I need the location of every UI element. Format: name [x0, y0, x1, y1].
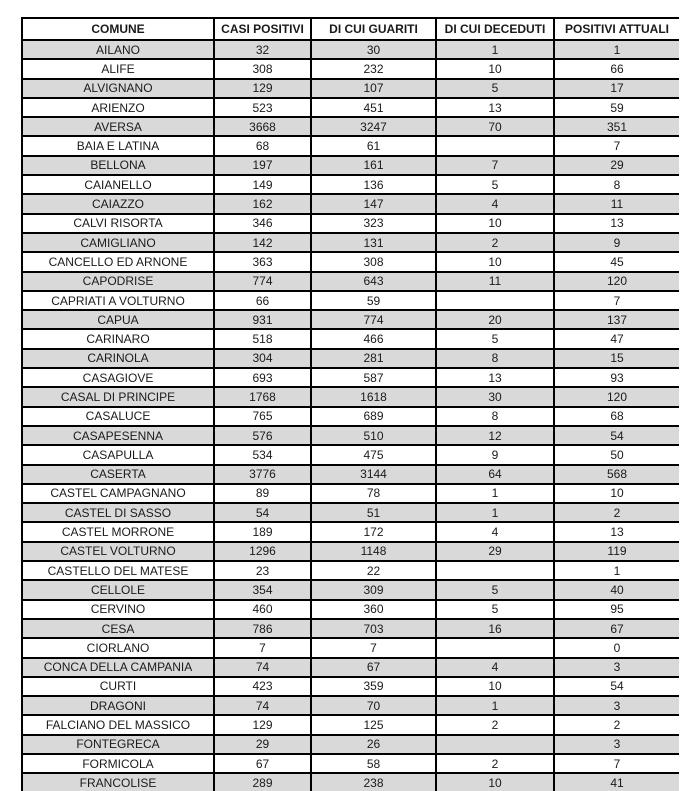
cell-comune: FONTEGRECA [22, 735, 214, 754]
cell-casi-positivi: 774 [214, 272, 311, 291]
cell-casi-positivi: 129 [214, 79, 311, 98]
cell-comune: AVERSA [22, 117, 214, 136]
table-row [22, 696, 679, 715]
cell-casi-positivi: 3776 [214, 465, 311, 484]
cell-casi-positivi: 786 [214, 619, 311, 638]
cell-di-cui-guariti: 1618 [311, 387, 436, 406]
cell-casi-positivi: 7 [214, 638, 311, 657]
table-row [22, 214, 679, 233]
cell-casi-positivi: 89 [214, 484, 311, 503]
cell-casi-positivi: 460 [214, 600, 311, 619]
cell-di-cui-deceduti: 5 [436, 580, 554, 599]
cell-di-cui-guariti: 309 [311, 580, 436, 599]
cell-di-cui-deceduti: 12 [436, 426, 554, 445]
cell-casi-positivi: 162 [214, 194, 311, 213]
cell-di-cui-deceduti [436, 136, 554, 155]
cell-comune: CAPUA [22, 310, 214, 329]
cell-di-cui-guariti: 587 [311, 368, 436, 387]
table-row [22, 156, 679, 175]
table-row [22, 522, 679, 541]
cell-positivi-attuali: 120 [554, 272, 679, 291]
cell-comune: CASALUCE [22, 407, 214, 426]
cell-positivi-attuali: 40 [554, 580, 679, 599]
table-row [22, 677, 679, 696]
cell-comune: CASTELLO DEL MATESE [22, 561, 214, 580]
cell-comune: CERVINO [22, 600, 214, 619]
cell-di-cui-deceduti: 5 [436, 600, 554, 619]
cell-positivi-attuali: 137 [554, 310, 679, 329]
cell-comune: CALVI RISORTA [22, 214, 214, 233]
table-row [22, 117, 679, 136]
table-row [22, 252, 679, 271]
cell-di-cui-deceduti: 1 [436, 503, 554, 522]
cell-positivi-attuali: 1 [554, 40, 679, 59]
cell-positivi-attuali: 29 [554, 156, 679, 175]
cell-positivi-attuali: 93 [554, 368, 679, 387]
cell-casi-positivi: 74 [214, 696, 311, 715]
cell-di-cui-deceduti: 70 [436, 117, 554, 136]
cell-casi-positivi: 1296 [214, 542, 311, 561]
cell-di-cui-deceduti: 10 [436, 252, 554, 271]
table-row [22, 349, 679, 368]
cell-casi-positivi: 32 [214, 40, 311, 59]
table-row [22, 426, 679, 445]
cell-di-cui-guariti: 510 [311, 426, 436, 445]
cell-di-cui-guariti: 475 [311, 445, 436, 464]
cell-casi-positivi: 54 [214, 503, 311, 522]
table-row [22, 542, 679, 561]
cell-positivi-attuali: 7 [554, 754, 679, 773]
cell-di-cui-guariti: 238 [311, 773, 436, 791]
cell-casi-positivi: 1768 [214, 387, 311, 406]
cell-di-cui-guariti: 136 [311, 175, 436, 194]
table-row [22, 291, 679, 310]
header-row [22, 18, 679, 40]
cell-comune: CAPODRISE [22, 272, 214, 291]
table-row [22, 368, 679, 387]
cell-casi-positivi: 765 [214, 407, 311, 426]
cell-positivi-attuali: 67 [554, 619, 679, 638]
table-row [22, 484, 679, 503]
cell-di-cui-guariti: 22 [311, 561, 436, 580]
cell-casi-positivi: 576 [214, 426, 311, 445]
cell-comune: ARIENZO [22, 98, 214, 117]
cell-comune: FRANCOLISE [22, 773, 214, 791]
table-row [22, 773, 679, 791]
cell-di-cui-deceduti: 5 [436, 79, 554, 98]
cell-di-cui-deceduti: 13 [436, 98, 554, 117]
cell-comune: CAIAZZO [22, 194, 214, 213]
cell-di-cui-guariti: 451 [311, 98, 436, 117]
cell-comune: CELLOLE [22, 580, 214, 599]
cell-casi-positivi: 149 [214, 175, 311, 194]
cell-comune: CASTEL MORRONE [22, 522, 214, 541]
cell-di-cui-deceduti: 1 [436, 40, 554, 59]
cell-casi-positivi: 23 [214, 561, 311, 580]
cell-casi-positivi: 67 [214, 754, 311, 773]
cell-comune: CASTEL DI SASSO [22, 503, 214, 522]
cell-comune: CURTI [22, 677, 214, 696]
cell-comune: CONCA DELLA CAMPANIA [22, 658, 214, 677]
table-row [22, 503, 679, 522]
cell-casi-positivi: 289 [214, 773, 311, 791]
covid-comuni-table-container [21, 17, 679, 791]
cell-casi-positivi: 304 [214, 349, 311, 368]
table-row [22, 445, 679, 464]
table-row [22, 561, 679, 580]
cell-casi-positivi: 363 [214, 252, 311, 271]
cell-di-cui-deceduti: 2 [436, 715, 554, 734]
cell-di-cui-guariti: 281 [311, 349, 436, 368]
cell-di-cui-deceduti: 10 [436, 59, 554, 78]
table-row [22, 40, 679, 59]
cell-positivi-attuali: 15 [554, 349, 679, 368]
cell-di-cui-guariti: 59 [311, 291, 436, 310]
cell-di-cui-deceduti: 10 [436, 773, 554, 791]
cell-di-cui-guariti: 689 [311, 407, 436, 426]
cell-casi-positivi: 518 [214, 329, 311, 348]
cell-di-cui-deceduti: 2 [436, 754, 554, 773]
cell-di-cui-guariti: 58 [311, 754, 436, 773]
cell-positivi-attuali: 2 [554, 503, 679, 522]
cell-casi-positivi: 354 [214, 580, 311, 599]
cell-comune: CAPRIATI A VOLTURNO [22, 291, 214, 310]
table-row [22, 754, 679, 773]
cell-di-cui-deceduti: 4 [436, 658, 554, 677]
cell-comune: CAIANELLO [22, 175, 214, 194]
table-row [22, 465, 679, 484]
cell-comune: FALCIANO DEL MASSICO [22, 715, 214, 734]
column-header-di-cui-deceduti: DI CUI DECEDUTI [436, 18, 554, 40]
cell-positivi-attuali: 13 [554, 522, 679, 541]
cell-di-cui-guariti: 3144 [311, 465, 436, 484]
cell-di-cui-deceduti: 16 [436, 619, 554, 638]
cell-di-cui-guariti: 51 [311, 503, 436, 522]
table-row [22, 272, 679, 291]
cell-casi-positivi: 74 [214, 658, 311, 677]
cell-comune: CASAPESENNA [22, 426, 214, 445]
cell-comune: CARINARO [22, 329, 214, 348]
cell-comune: ALIFE [22, 59, 214, 78]
cell-di-cui-guariti: 26 [311, 735, 436, 754]
cell-di-cui-guariti: 774 [311, 310, 436, 329]
table-row [22, 59, 679, 78]
cell-casi-positivi: 197 [214, 156, 311, 175]
cell-di-cui-deceduti: 30 [436, 387, 554, 406]
cell-di-cui-deceduti: 64 [436, 465, 554, 484]
cell-di-cui-deceduti: 4 [436, 522, 554, 541]
cell-positivi-attuali: 11 [554, 194, 679, 213]
cell-positivi-attuali: 45 [554, 252, 679, 271]
cell-comune: DRAGONI [22, 696, 214, 715]
table-row [22, 175, 679, 194]
cell-positivi-attuali: 13 [554, 214, 679, 233]
column-header-comune: COMUNE [22, 18, 214, 40]
table-body [22, 40, 679, 791]
cell-di-cui-guariti: 7 [311, 638, 436, 657]
cell-positivi-attuali: 120 [554, 387, 679, 406]
cell-di-cui-guariti: 67 [311, 658, 436, 677]
cell-di-cui-deceduti: 10 [436, 214, 554, 233]
cell-di-cui-guariti: 161 [311, 156, 436, 175]
table-row [22, 735, 679, 754]
cell-positivi-attuali: 3 [554, 696, 679, 715]
table-row [22, 233, 679, 252]
cell-di-cui-guariti: 643 [311, 272, 436, 291]
table-row [22, 387, 679, 406]
cell-positivi-attuali: 3 [554, 658, 679, 677]
cell-positivi-attuali: 568 [554, 465, 679, 484]
cell-positivi-attuali: 7 [554, 136, 679, 155]
cell-di-cui-guariti: 1148 [311, 542, 436, 561]
cell-comune: CASAGIOVE [22, 368, 214, 387]
cell-positivi-attuali: 54 [554, 677, 679, 696]
cell-positivi-attuali: 119 [554, 542, 679, 561]
cell-positivi-attuali: 95 [554, 600, 679, 619]
cell-comune: CANCELLO ED ARNONE [22, 252, 214, 271]
cell-di-cui-deceduti: 5 [436, 175, 554, 194]
cell-positivi-attuali: 0 [554, 638, 679, 657]
cell-comune: CASERTA [22, 465, 214, 484]
table-row [22, 715, 679, 734]
cell-comune: AILANO [22, 40, 214, 59]
cell-di-cui-deceduti: 11 [436, 272, 554, 291]
cell-positivi-attuali: 68 [554, 407, 679, 426]
cell-positivi-attuali: 54 [554, 426, 679, 445]
cell-comune: CESA [22, 619, 214, 638]
column-header-positivi-attuali: POSITIVI ATTUALI [554, 18, 679, 40]
cell-di-cui-deceduti: 13 [436, 368, 554, 387]
cell-di-cui-guariti: 308 [311, 252, 436, 271]
cell-di-cui-deceduti: 8 [436, 407, 554, 426]
column-header-casi-positivi: CASI POSITIVI [214, 18, 311, 40]
cell-casi-positivi: 346 [214, 214, 311, 233]
cell-di-cui-guariti: 70 [311, 696, 436, 715]
covid-comuni-table [21, 17, 679, 791]
table-row [22, 310, 679, 329]
cell-casi-positivi: 3668 [214, 117, 311, 136]
cell-di-cui-guariti: 3247 [311, 117, 436, 136]
cell-positivi-attuali: 50 [554, 445, 679, 464]
cell-comune: ALVIGNANO [22, 79, 214, 98]
table-row [22, 98, 679, 117]
cell-positivi-attuali: 41 [554, 773, 679, 791]
cell-casi-positivi: 534 [214, 445, 311, 464]
table-row [22, 194, 679, 213]
cell-comune: FORMICOLA [22, 754, 214, 773]
cell-di-cui-deceduti: 9 [436, 445, 554, 464]
cell-di-cui-guariti: 61 [311, 136, 436, 155]
cell-di-cui-deceduti: 29 [436, 542, 554, 561]
cell-comune: CAMIGLIANO [22, 233, 214, 252]
table-row [22, 136, 679, 155]
table-row [22, 600, 679, 619]
cell-di-cui-deceduti [436, 735, 554, 754]
cell-di-cui-deceduti: 5 [436, 329, 554, 348]
table-row [22, 619, 679, 638]
cell-di-cui-deceduti: 8 [436, 349, 554, 368]
cell-casi-positivi: 523 [214, 98, 311, 117]
cell-casi-positivi: 66 [214, 291, 311, 310]
cell-di-cui-guariti: 125 [311, 715, 436, 734]
cell-positivi-attuali: 59 [554, 98, 679, 117]
cell-di-cui-guariti: 131 [311, 233, 436, 252]
cell-casi-positivi: 693 [214, 368, 311, 387]
cell-positivi-attuali: 66 [554, 59, 679, 78]
cell-di-cui-guariti: 323 [311, 214, 436, 233]
cell-di-cui-guariti: 78 [311, 484, 436, 503]
cell-comune: CASAPULLA [22, 445, 214, 464]
cell-positivi-attuali: 2 [554, 715, 679, 734]
table-row [22, 329, 679, 348]
cell-casi-positivi: 68 [214, 136, 311, 155]
cell-casi-positivi: 423 [214, 677, 311, 696]
cell-di-cui-guariti: 172 [311, 522, 436, 541]
cell-positivi-attuali: 1 [554, 561, 679, 580]
cell-positivi-attuali: 10 [554, 484, 679, 503]
cell-di-cui-deceduti: 7 [436, 156, 554, 175]
cell-di-cui-guariti: 703 [311, 619, 436, 638]
cell-casi-positivi: 142 [214, 233, 311, 252]
cell-di-cui-guariti: 30 [311, 40, 436, 59]
table-row [22, 407, 679, 426]
cell-comune: CASTEL CAMPAGNANO [22, 484, 214, 503]
table-row [22, 580, 679, 599]
cell-casi-positivi: 308 [214, 59, 311, 78]
cell-positivi-attuali: 47 [554, 329, 679, 348]
cell-di-cui-guariti: 232 [311, 59, 436, 78]
cell-di-cui-deceduti [436, 561, 554, 580]
table-row [22, 658, 679, 677]
cell-casi-positivi: 189 [214, 522, 311, 541]
cell-comune: CIORLANO [22, 638, 214, 657]
cell-di-cui-deceduti: 2 [436, 233, 554, 252]
cell-di-cui-deceduti: 1 [436, 696, 554, 715]
table-row [22, 638, 679, 657]
cell-positivi-attuali: 17 [554, 79, 679, 98]
cell-di-cui-guariti: 147 [311, 194, 436, 213]
cell-di-cui-deceduti [436, 638, 554, 657]
cell-positivi-attuali: 9 [554, 233, 679, 252]
cell-di-cui-guariti: 359 [311, 677, 436, 696]
cell-positivi-attuali: 3 [554, 735, 679, 754]
cell-di-cui-guariti: 466 [311, 329, 436, 348]
cell-di-cui-guariti: 107 [311, 79, 436, 98]
cell-casi-positivi: 129 [214, 715, 311, 734]
cell-di-cui-deceduti: 4 [436, 194, 554, 213]
cell-positivi-attuali: 8 [554, 175, 679, 194]
column-header-di-cui-guariti: DI CUI GUARITI [311, 18, 436, 40]
table-row [22, 79, 679, 98]
cell-di-cui-deceduti: 20 [436, 310, 554, 329]
cell-comune: BAIA E LATINA [22, 136, 214, 155]
cell-casi-positivi: 29 [214, 735, 311, 754]
cell-di-cui-deceduti [436, 291, 554, 310]
cell-comune: BELLONA [22, 156, 214, 175]
cell-casi-positivi: 931 [214, 310, 311, 329]
cell-di-cui-deceduti: 1 [436, 484, 554, 503]
cell-comune: CARINOLA [22, 349, 214, 368]
cell-comune: CASTEL VOLTURNO [22, 542, 214, 561]
cell-positivi-attuali: 7 [554, 291, 679, 310]
cell-di-cui-deceduti: 10 [436, 677, 554, 696]
cell-comune: CASAL DI PRINCIPE [22, 387, 214, 406]
cell-di-cui-guariti: 360 [311, 600, 436, 619]
cell-positivi-attuali: 351 [554, 117, 679, 136]
